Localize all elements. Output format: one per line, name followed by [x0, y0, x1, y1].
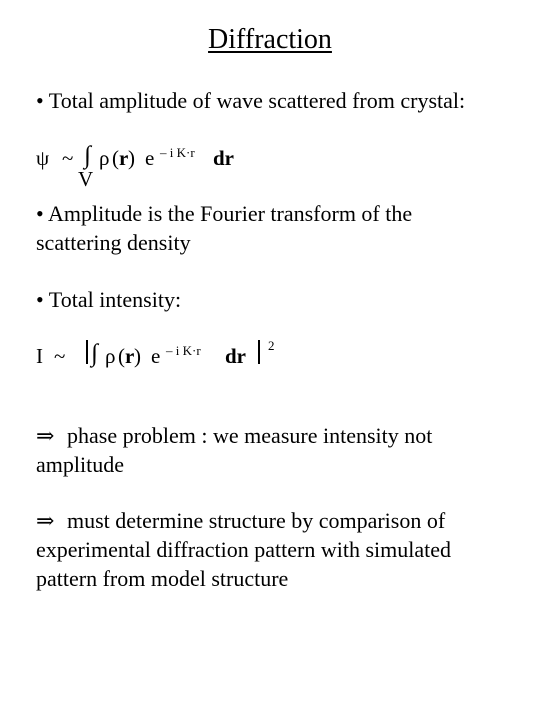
- open-paren: (: [112, 146, 119, 170]
- bullet-total-amplitude: • Total amplitude of wave scattered from crystal:: [36, 88, 466, 113]
- rho-symbol: ρ: [105, 344, 116, 368]
- bullet-fourier-line-1: • Amplitude is the Fourier transform of the: [36, 201, 413, 226]
- exponent: – i K·r: [160, 145, 195, 160]
- intensity-symbol: I: [36, 344, 43, 368]
- differential-dr: dr: [213, 146, 234, 170]
- open-paren: (: [118, 344, 125, 368]
- differential-dr: dr: [225, 344, 246, 368]
- integral-sign: ∫: [84, 142, 91, 169]
- phase-problem-line-2: amplitude: [36, 452, 124, 477]
- proportional-tilde: ~: [62, 146, 74, 170]
- rho-symbol: ρ: [99, 146, 110, 170]
- exponential-e: e: [145, 146, 155, 170]
- phase-problem-line-1: phase problem : we measure intensity not: [67, 423, 433, 448]
- bullet-fourier-line-2: scattering density: [36, 230, 191, 255]
- implies-arrow-icon: ⇒: [36, 508, 55, 533]
- exponential-e: e: [151, 344, 161, 368]
- close-paren: ): [134, 344, 141, 368]
- position-vector-r: r: [125, 344, 135, 368]
- volume-label: V: [78, 167, 94, 191]
- proportional-tilde: ~: [54, 344, 66, 368]
- structure-line-1: must determine structure by comparison of: [67, 508, 446, 533]
- abs-bar-left: [86, 340, 88, 364]
- abs-bar-right: [258, 340, 260, 364]
- structure-line-3: pattern from model structure: [36, 566, 289, 591]
- structure-line-2: experimental diffraction pattern with simulated: [36, 537, 452, 562]
- bullet-total-intensity: • Total intensity:: [36, 287, 182, 312]
- integral-sign: ∫: [91, 340, 98, 367]
- psi-symbol: ψ: [36, 146, 50, 170]
- implies-arrow-icon: ⇒: [36, 423, 55, 448]
- page-title: Diffraction: [208, 24, 332, 55]
- position-vector-r: r: [119, 146, 129, 170]
- squared-exponent: 2: [268, 338, 275, 353]
- exponent: – i K·r: [166, 343, 201, 358]
- close-paren: ): [128, 146, 135, 170]
